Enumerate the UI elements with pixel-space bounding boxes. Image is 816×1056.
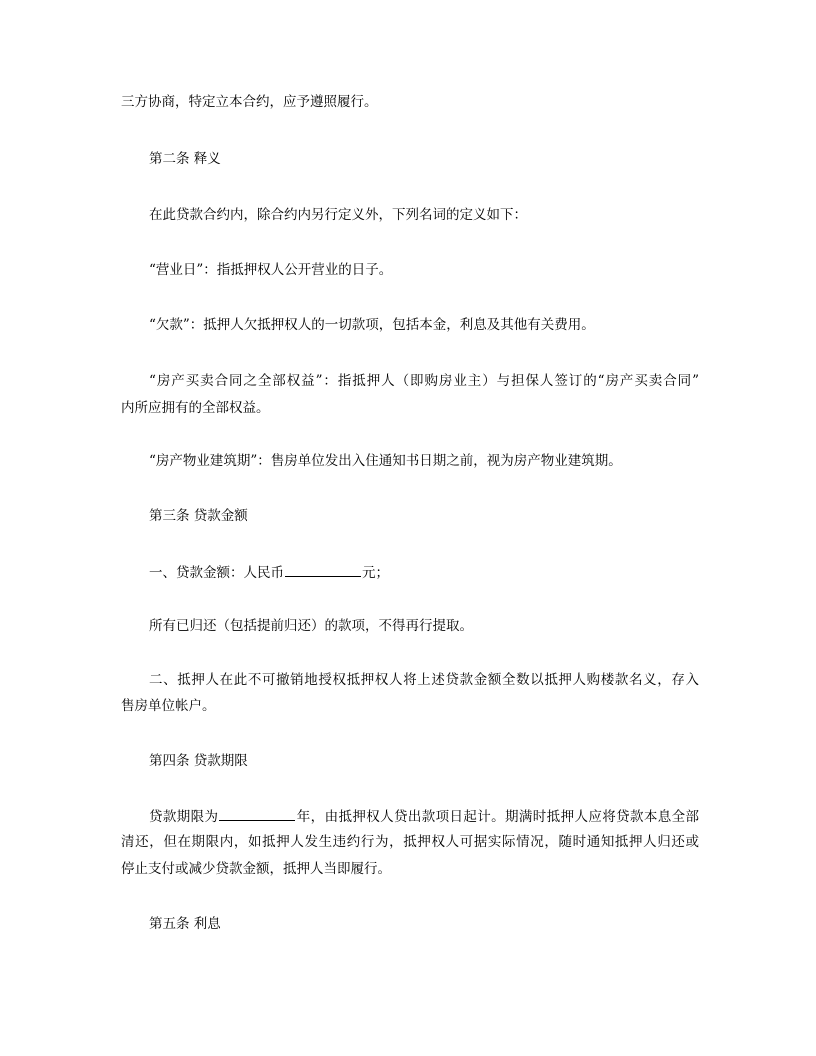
loan-amount-blank[interactable] [285,561,361,577]
definition-rights-line-2: 内所应拥有的全部权益。 [121,400,270,416]
loan-term-line-1 [149,805,699,825]
authorization-line-1: 二、抵押人在此不可撤销地授权抵押权人将上述贷款金额全数以抵押人购楼款名义，存入 [149,672,699,688]
article-4-heading: 第四条 贷款期限 [149,753,248,769]
definition-rights-line-1: “房产买卖合同之全部权益”：指抵押人（即购房业主）与担保人签订的“房产买卖合同” [149,373,699,389]
definition-debt: “欠款”：抵押人欠抵押权人的一切款项，包括本金，利息及其他有关费用。 [149,317,595,333]
authorization-line-2: 售房单位帐户。 [121,698,216,714]
loan-term-text: 年，由抵押权人贷出款项日起计。期满时抵押人应将贷款本息全部 [296,809,699,825]
article-5-heading: 第五条 利息 [149,916,221,932]
paragraph-intro-tail: 三方协商，特定立本合约，应予遵照履行。 [121,94,378,110]
loan-term-line-3: 停止支付或减少贷款金额，抵押人当即履行。 [121,861,391,877]
repaid-note: 所有已归还（包括提前归还）的款项，不得再行提取。 [149,618,473,634]
loan-amount-unit: 元； [362,565,389,581]
loan-term-line-2: 清还，但在期限内，如抵押人发生违约行为，抵押权人可据实际情况，随时通知抵押人归还或 [121,834,699,850]
definition-business-day: “营业日”：指抵押权人公开营业的日子。 [149,262,393,278]
article-3-heading: 第三条 贷款金额 [149,508,248,524]
loan-amount-line [149,561,699,583]
definition-construction-period: “房产物业建筑期”：售房单位发出入住通知书日期之前，视为房产物业建筑期。 [149,453,622,469]
loan-term-label: 贷款期限为 [149,809,219,825]
loan-amount-label: 一、贷款金额：人民币 [149,565,284,581]
loan-term-blank[interactable] [219,805,295,821]
article-2-lead: 在此贷款合约内，除合约内另行定义外，下列名词的定义如下： [149,207,527,223]
article-2-heading: 第二条 释义 [149,151,221,167]
